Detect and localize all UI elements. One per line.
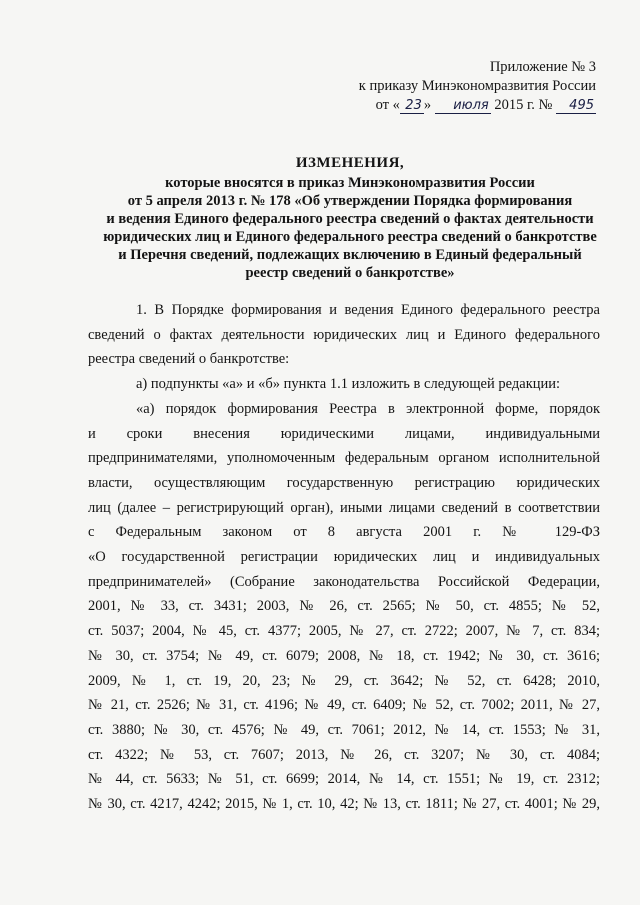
body-line: «а) порядок формирования Реестра в электронной форме, порядок bbox=[136, 400, 600, 417]
title-line: юридических лиц и Единого федерального реестра сведений о банкротстве bbox=[103, 229, 597, 245]
body-line: № 44, ст. 5633; № 51, ст. 6699; 2014, № 14, ст. 1551; № 19, ст. 2312; bbox=[88, 771, 600, 788]
body-line: и сроки внесения юридическими лицами, индивидуальными bbox=[88, 425, 600, 442]
body-line: ст. 4322; № 53, ст. 7607; 2013, № 26, ст. 3207; № 30, ст. 4084; bbox=[88, 746, 600, 763]
date-year: 2015 г. № bbox=[490, 97, 556, 113]
body-line: 1. В Порядке формирования и ведения Единого федерального реестра bbox=[136, 302, 600, 318]
body-line: реестра сведений о банкротстве: bbox=[88, 351, 290, 368]
handwritten-order-number: 495 bbox=[556, 98, 596, 114]
date-prefix: от « bbox=[375, 97, 400, 113]
order-reference: к приказу Минэкономразвития России bbox=[358, 78, 596, 94]
appendix-header bbox=[316, 58, 596, 115]
handwritten-month: июля bbox=[435, 98, 491, 114]
body-line: а) подпункты «а» и «б» пункта 1.1 изложить в следующей редакции: bbox=[136, 376, 561, 393]
body-line: № 30, ст. 3754; № 49, ст. 6079; 2008, № 18, ст. 1942; № 30, ст. 3616; bbox=[88, 647, 600, 664]
title-main: ИЗМЕНЕНИЯ, bbox=[295, 155, 405, 171]
body-line: ст. 3880; № 30, ст. 4576; № 49, ст. 7061; 2012, № 14, ст. 1553; № 31, bbox=[88, 721, 600, 738]
document-body bbox=[88, 298, 600, 817]
appendix-number: Приложение № 3 bbox=[489, 59, 596, 75]
title-line: и ведения Единого федерального реестра сведений о фактах деятельности bbox=[106, 211, 594, 227]
document-title bbox=[88, 154, 612, 282]
date-mid: » bbox=[423, 97, 435, 113]
body-line: ст. 5037; 2004, № 45, ст. 4377; 2005, № 27, ст. 2722; 2007, № 7, ст. 834; bbox=[88, 623, 600, 640]
title-line: которые вносятся в приказ Минэкономразвития России bbox=[165, 175, 535, 191]
body-line: лиц (далее – регистрирующий орган), иными лицами сведений в соответствии bbox=[88, 499, 600, 516]
body-line: с Федеральным законом от 8 августа 2001 г. № 129-ФЗ bbox=[88, 524, 600, 541]
title-line: реестр сведений о банкротстве» bbox=[245, 265, 455, 281]
body-line: № 30, ст. 4217, 4242; 2015, № 1, ст. 10, 42; № 13, ст. 1811; № 27, ст. 4001; № 29, bbox=[88, 796, 600, 813]
body-line: 2001, № 33, ст. 3431; 2003, № 26, ст. 2565; № 50, ст. 4855; № 52, bbox=[88, 598, 600, 615]
title-line: и Перечня сведений, подлежащих включению в Единый федеральный bbox=[118, 247, 582, 263]
body-line: предпринимателями, уполномоченным федеральным органом исполнительной bbox=[88, 450, 600, 467]
body-line: № 21, ст. 2526; № 31, ст. 4196; № 49, ст. 6409; № 52, ст. 7002; 2011, № 27, bbox=[88, 697, 600, 714]
handwritten-day: 23 bbox=[400, 98, 424, 114]
body-line: «О государственной регистрации юридических лиц и индивидуальных bbox=[88, 549, 600, 566]
title-line: от 5 апреля 2013 г. № 178 «Об утверждении Порядка формирования bbox=[127, 193, 573, 209]
body-line: сведений о фактах деятельности юридических лиц и Единого федерального bbox=[88, 326, 600, 343]
body-line: 2009, № 1, ст. 19, 20, 23; № 29, ст. 3642; № 52, ст. 6428; 2010, bbox=[88, 672, 600, 689]
body-line: предпринимателей» (Собрание законодательства Российской Федерации, bbox=[88, 573, 600, 590]
order-date-line bbox=[316, 96, 596, 115]
body-line: власти, осуществляющим государственную регистрацию юридических bbox=[88, 474, 600, 491]
